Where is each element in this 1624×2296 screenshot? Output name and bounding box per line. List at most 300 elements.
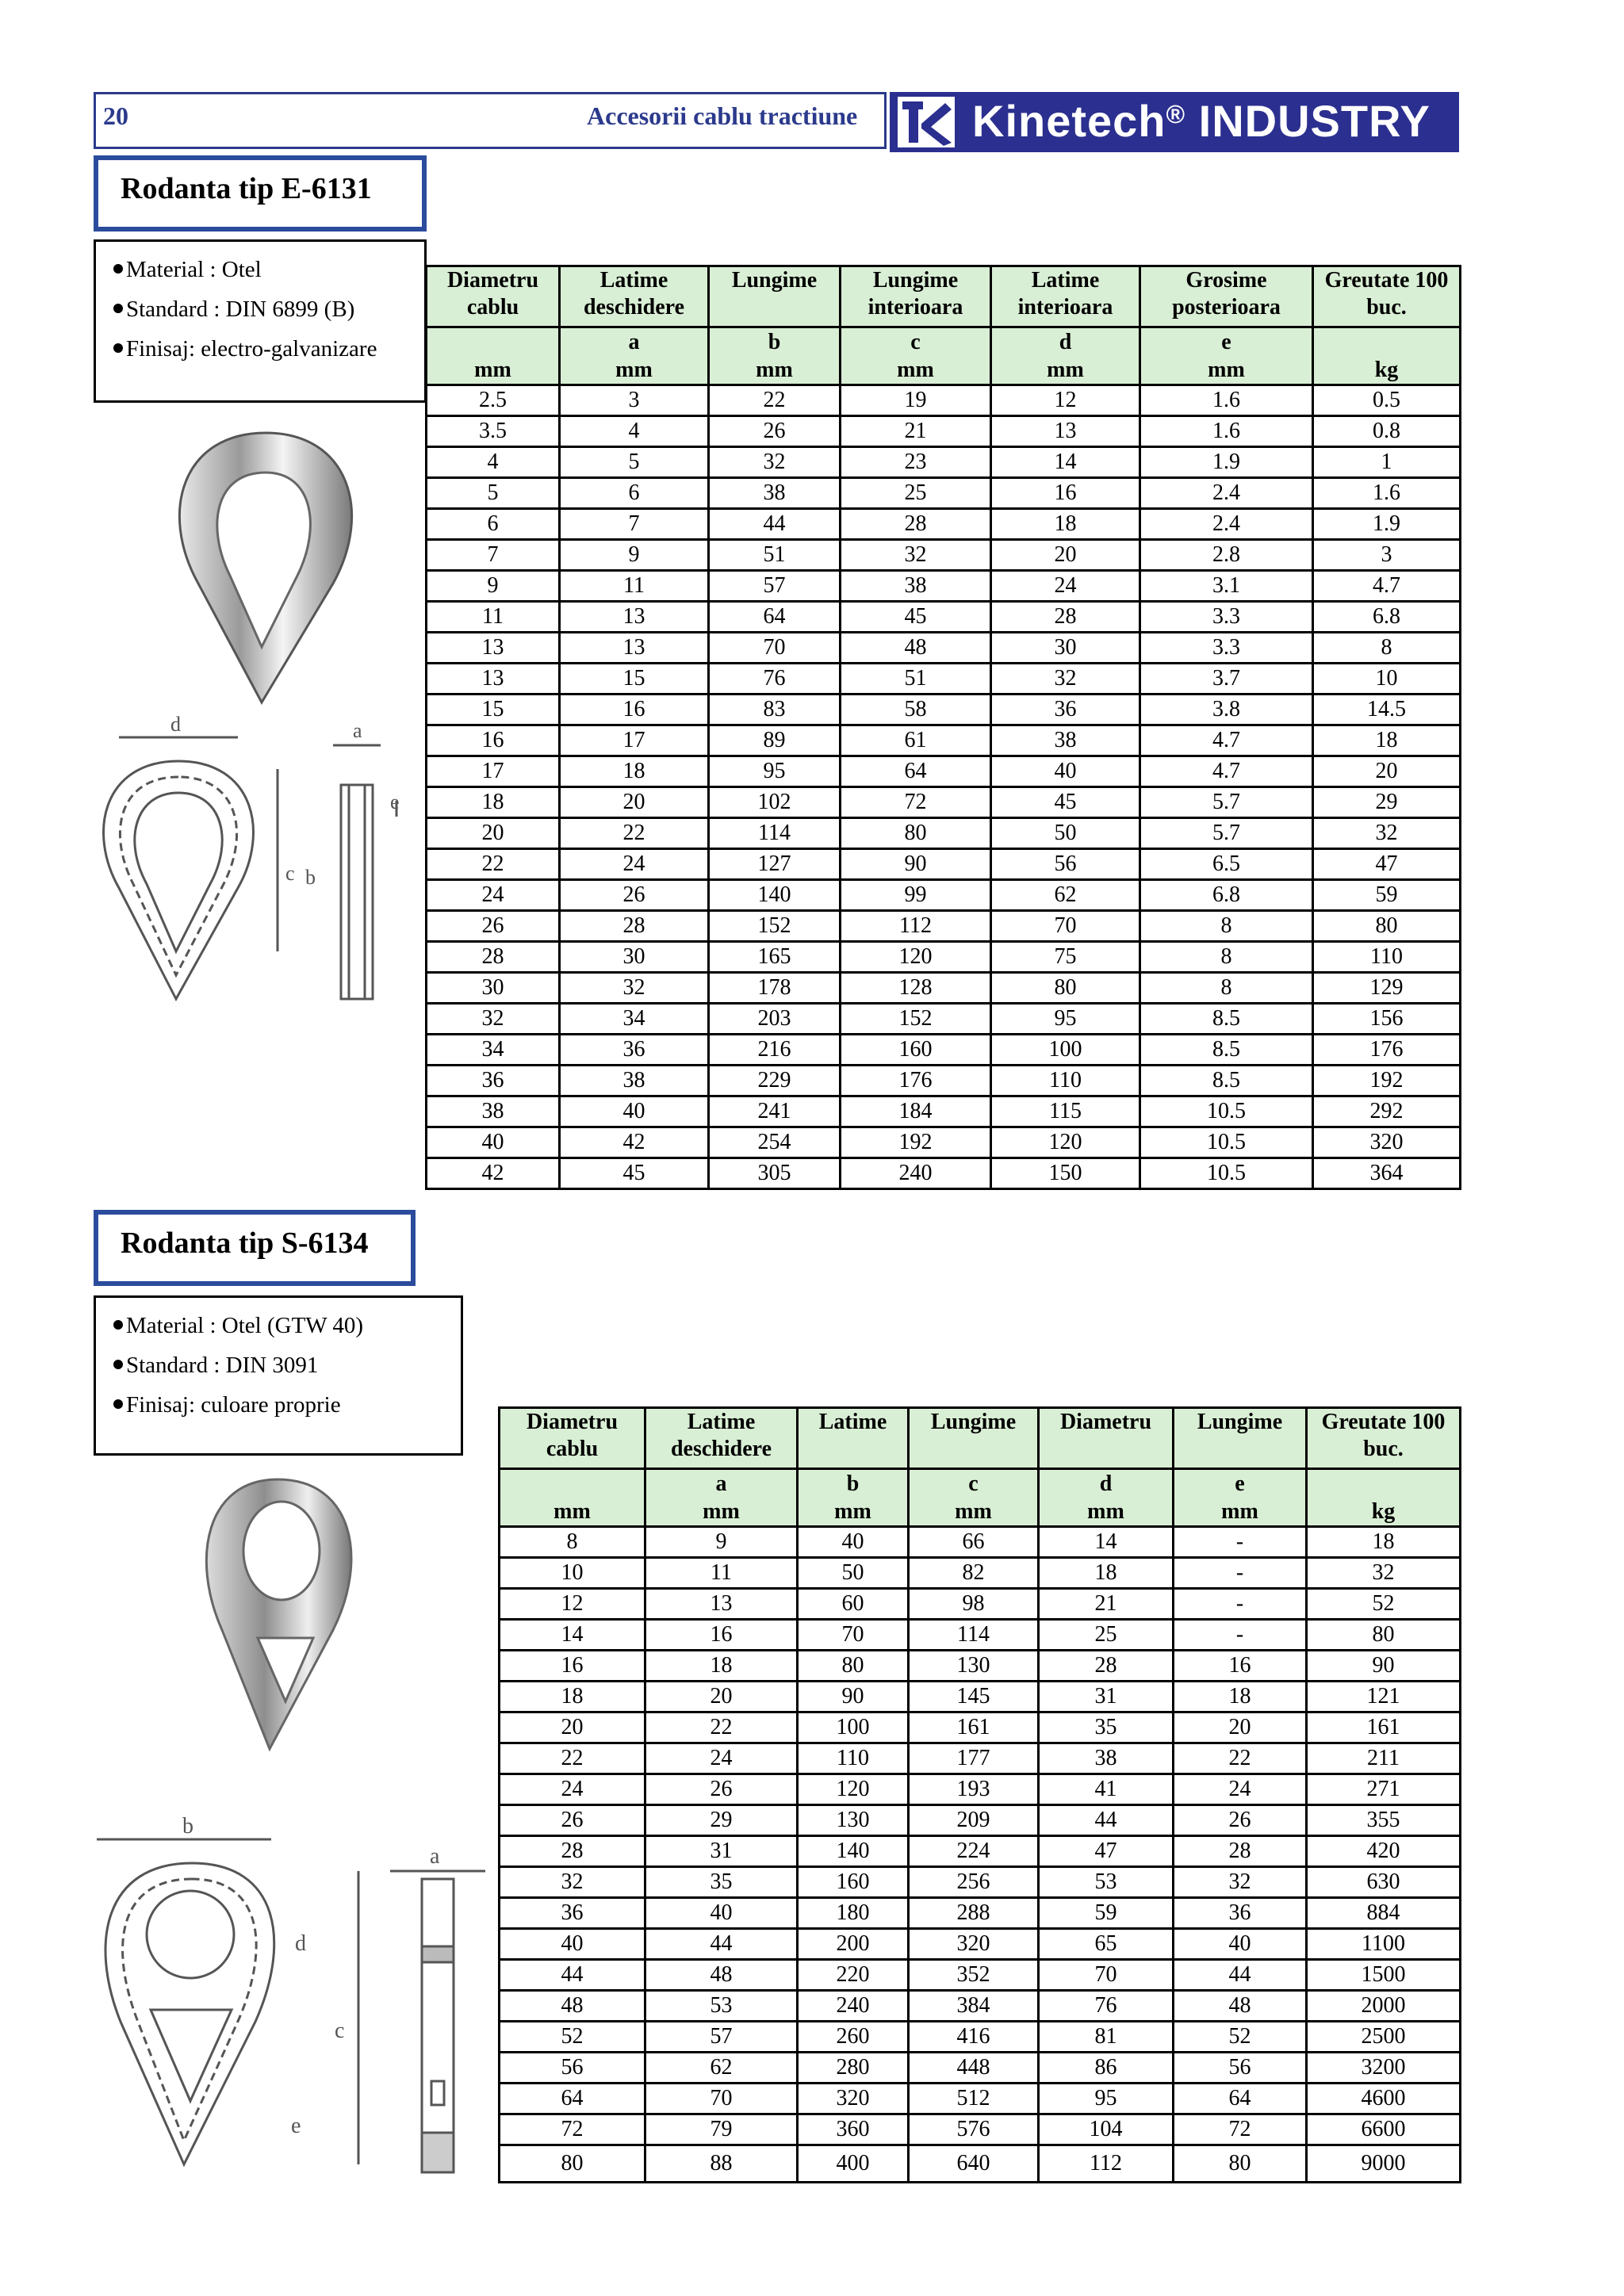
table-row bbox=[500, 2084, 1461, 2114]
table-cell: 22 bbox=[427, 849, 560, 880]
header-cell: kg bbox=[1307, 1498, 1461, 1527]
dim-label-e: e bbox=[390, 790, 400, 813]
table-cell: 11 bbox=[427, 602, 560, 633]
header-cell: Lungime interioara bbox=[841, 266, 991, 327]
table-row bbox=[427, 664, 1461, 695]
table-cell: 130 bbox=[909, 1651, 1039, 1682]
dim-label-c: c bbox=[285, 862, 295, 885]
table-cell: 22 bbox=[1174, 1743, 1307, 1774]
header-cell: mm bbox=[1174, 1498, 1307, 1527]
table-cell: 2.4 bbox=[1140, 478, 1313, 509]
table-cell: 24 bbox=[645, 1743, 798, 1774]
table-cell: 216 bbox=[709, 1035, 841, 1066]
table-cell: 512 bbox=[909, 2084, 1039, 2114]
table-cell: 104 bbox=[1039, 2114, 1174, 2145]
table-cell: 21 bbox=[1039, 1589, 1174, 1620]
table-cell: 36 bbox=[560, 1035, 709, 1066]
table-cell: 240 bbox=[798, 1991, 909, 2022]
table-cell: 32 bbox=[1313, 818, 1461, 849]
table-cell: 36 bbox=[1174, 1898, 1307, 1929]
table-cell: 176 bbox=[841, 1066, 991, 1096]
table-cell: 3.1 bbox=[1140, 571, 1313, 602]
table-cell: 40 bbox=[1174, 1929, 1307, 1960]
table-cell: 320 bbox=[798, 2084, 909, 2114]
table-cell: 76 bbox=[1039, 1991, 1174, 2022]
table-cell: 32 bbox=[841, 540, 991, 571]
spec-text: Material : Otel bbox=[126, 257, 262, 282]
table-cell: 150 bbox=[991, 1158, 1140, 1189]
table-row bbox=[427, 942, 1461, 973]
table-cell: 20 bbox=[1174, 1712, 1307, 1743]
table-cell: 61 bbox=[841, 725, 991, 756]
table-cell: 40 bbox=[560, 1096, 709, 1127]
header-cell: c bbox=[909, 1469, 1039, 1499]
header-cell: mm bbox=[709, 357, 841, 385]
table-row bbox=[500, 1867, 1461, 1898]
header-cell: mm bbox=[560, 357, 709, 385]
table-row bbox=[427, 787, 1461, 818]
table-cell: 9 bbox=[560, 540, 709, 571]
table-cell: 80 bbox=[1307, 1620, 1461, 1651]
table-cell: 48 bbox=[1174, 1991, 1307, 2022]
brand-name-text: Kinetech bbox=[972, 96, 1166, 146]
table-cell: 161 bbox=[909, 1712, 1039, 1743]
table-cell: 320 bbox=[909, 1929, 1039, 1960]
table-cell: 16 bbox=[500, 1651, 645, 1682]
brand-name bbox=[972, 95, 1431, 147]
header-cell: Latime bbox=[798, 1408, 909, 1469]
kinetech-logo-icon bbox=[898, 97, 955, 147]
table-cell: 76 bbox=[709, 664, 841, 695]
table-cell: 1500 bbox=[1307, 1960, 1461, 1991]
table-cell: 70 bbox=[798, 1620, 909, 1651]
table-cell: 13 bbox=[560, 602, 709, 633]
table-cell: 45 bbox=[560, 1158, 709, 1189]
table-cell: 56 bbox=[500, 2053, 645, 2084]
table-cell: 12 bbox=[991, 385, 1140, 416]
table-cell: 48 bbox=[841, 633, 991, 664]
table-cell: 72 bbox=[1174, 2114, 1307, 2145]
table-cell: 121 bbox=[1307, 1682, 1461, 1712]
table-cell: 209 bbox=[909, 1805, 1039, 1836]
table-cell: 3.5 bbox=[427, 416, 560, 447]
table-cell: 18 bbox=[1039, 1558, 1174, 1589]
header-cell: Lungime bbox=[1174, 1408, 1307, 1469]
table-cell: 3 bbox=[1313, 540, 1461, 571]
table-row bbox=[500, 1898, 1461, 1929]
table-row bbox=[500, 1558, 1461, 1589]
table-cell: 630 bbox=[1307, 1867, 1461, 1898]
table-cell: 62 bbox=[645, 2053, 798, 2084]
table-cell: 21 bbox=[841, 416, 991, 447]
table-cell: 16 bbox=[991, 478, 1140, 509]
table-cell: 180 bbox=[798, 1898, 909, 1929]
table-cell: 14 bbox=[991, 447, 1140, 478]
header-cell: Latime deschidere bbox=[645, 1408, 798, 1469]
table-cell: 110 bbox=[1313, 942, 1461, 973]
table-cell: 28 bbox=[991, 602, 1140, 633]
table-cell: 4 bbox=[427, 447, 560, 478]
header-cell: b bbox=[709, 327, 841, 358]
table-cell: 8 bbox=[1140, 942, 1313, 973]
table-row bbox=[427, 695, 1461, 725]
table-cell: 11 bbox=[645, 1558, 798, 1589]
table-cell: 90 bbox=[798, 1682, 909, 1712]
table-cell: 114 bbox=[909, 1620, 1039, 1651]
table-cell: 288 bbox=[909, 1898, 1039, 1929]
table-row bbox=[427, 385, 1461, 416]
table-cell: 38 bbox=[1039, 1743, 1174, 1774]
table-cell: 24 bbox=[1174, 1774, 1307, 1805]
table-cell: 8.5 bbox=[1140, 1035, 1313, 1066]
table-cell: 80 bbox=[1313, 911, 1461, 942]
table-cell: 51 bbox=[841, 664, 991, 695]
table-cell: 23 bbox=[841, 447, 991, 478]
header-row-units bbox=[427, 357, 1461, 385]
table-cell: 32 bbox=[709, 447, 841, 478]
spec-material bbox=[113, 1306, 461, 1345]
table-cell: 260 bbox=[798, 2022, 909, 2053]
product-title-s6134: Rodanta tip S-6134 bbox=[94, 1210, 416, 1286]
table-cell: 7 bbox=[560, 509, 709, 540]
table-row bbox=[427, 416, 1461, 447]
header-cell: kg bbox=[1313, 357, 1461, 385]
table-cell: 44 bbox=[1039, 1805, 1174, 1836]
table-cell: 160 bbox=[798, 1867, 909, 1898]
dimensions-table-e6131 bbox=[425, 265, 1461, 1190]
table-cell: 280 bbox=[798, 2053, 909, 2084]
table-cell: 36 bbox=[500, 1898, 645, 1929]
table-cell: 50 bbox=[798, 1558, 909, 1589]
table-cell: 35 bbox=[1039, 1712, 1174, 1743]
table-cell: 44 bbox=[709, 509, 841, 540]
table-cell: 31 bbox=[645, 1836, 798, 1867]
table-cell: 47 bbox=[1313, 849, 1461, 880]
bullet-icon bbox=[113, 264, 123, 274]
table-cell: 48 bbox=[645, 1960, 798, 1991]
table-cell: 82 bbox=[909, 1558, 1039, 1589]
table-cell: 184 bbox=[841, 1096, 991, 1127]
table-cell: 9000 bbox=[1307, 2145, 1461, 2183]
spec-material bbox=[113, 250, 424, 289]
table-cell: 292 bbox=[1313, 1096, 1461, 1127]
bullet-icon bbox=[113, 304, 123, 313]
table-cell: 60 bbox=[798, 1589, 909, 1620]
table-cell: 110 bbox=[991, 1066, 1140, 1096]
table-cell: 1.6 bbox=[1140, 416, 1313, 447]
table-cell: 40 bbox=[798, 1527, 909, 1558]
table-row bbox=[427, 1096, 1461, 1127]
table-row bbox=[427, 1066, 1461, 1096]
table-cell: 62 bbox=[991, 880, 1140, 911]
table-cell: 161 bbox=[1307, 1712, 1461, 1743]
table-cell: 200 bbox=[798, 1929, 909, 1960]
spec-finish bbox=[113, 1385, 461, 1425]
table-cell: 64 bbox=[500, 2084, 645, 2114]
product-specs-e6131 bbox=[94, 239, 427, 403]
spec-text: Standard : DIN 3091 bbox=[126, 1353, 319, 1378]
table-cell: 45 bbox=[991, 787, 1140, 818]
table-cell: 22 bbox=[709, 385, 841, 416]
table-cell: 1 bbox=[1313, 447, 1461, 478]
table-cell: 3.3 bbox=[1140, 633, 1313, 664]
table-cell: 6.8 bbox=[1140, 880, 1313, 911]
table-cell: 89 bbox=[709, 725, 841, 756]
header-cell bbox=[427, 327, 560, 358]
table-cell: 1100 bbox=[1307, 1929, 1461, 1960]
header-cell: mm bbox=[991, 357, 1140, 385]
table-cell: 95 bbox=[709, 756, 841, 787]
table-row bbox=[427, 849, 1461, 880]
table-cell: 2000 bbox=[1307, 1991, 1461, 2022]
table-cell: 38 bbox=[841, 571, 991, 602]
table-cell: 80 bbox=[798, 1651, 909, 1682]
product-specs-s6134 bbox=[94, 1295, 463, 1456]
table-cell: 86 bbox=[1039, 2053, 1174, 2084]
table-cell: 44 bbox=[645, 1929, 798, 1960]
table-cell: 6 bbox=[427, 509, 560, 540]
table-cell: 305 bbox=[709, 1158, 841, 1189]
table-cell: 18 bbox=[500, 1682, 645, 1712]
table-cell: 56 bbox=[991, 849, 1140, 880]
header-cell bbox=[1307, 1469, 1461, 1499]
table-cell: 29 bbox=[645, 1805, 798, 1836]
table-row bbox=[427, 478, 1461, 509]
table-cell: 114 bbox=[709, 818, 841, 849]
table-cell: 112 bbox=[841, 911, 991, 942]
dim-label-c: c bbox=[335, 2019, 345, 2043]
table-cell: 28 bbox=[1039, 1651, 1174, 1682]
header-cell: Diametru bbox=[1039, 1408, 1174, 1469]
header-cell: Greutate 100 buc. bbox=[1313, 266, 1461, 327]
table-cell: 70 bbox=[709, 633, 841, 664]
table-cell: 165 bbox=[709, 942, 841, 973]
table-cell: 448 bbox=[909, 2053, 1039, 2084]
header-cell: Diametru cablu bbox=[427, 266, 560, 327]
table-cell: 884 bbox=[1307, 1898, 1461, 1929]
table-cell: 2.5 bbox=[427, 385, 560, 416]
header-row-units bbox=[500, 1498, 1461, 1527]
table-cell: 17 bbox=[427, 756, 560, 787]
header-cell: Diametru cablu bbox=[500, 1408, 645, 1469]
table-cell: 13 bbox=[427, 633, 560, 664]
table-cell: 53 bbox=[1039, 1867, 1174, 1898]
table-cell: 100 bbox=[991, 1035, 1140, 1066]
table-cell: 152 bbox=[709, 911, 841, 942]
table-cell: 22 bbox=[560, 818, 709, 849]
table-cell: 355 bbox=[1307, 1805, 1461, 1836]
table-row bbox=[427, 571, 1461, 602]
table-cell: 3.7 bbox=[1140, 664, 1313, 695]
table-cell: 26 bbox=[427, 911, 560, 942]
table-cell: 241 bbox=[709, 1096, 841, 1127]
table-cell: 240 bbox=[841, 1158, 991, 1189]
table-row bbox=[500, 1589, 1461, 1620]
table-cell: 129 bbox=[1313, 973, 1461, 1004]
table-cell: 13 bbox=[645, 1589, 798, 1620]
header-row-labels bbox=[427, 266, 1461, 327]
header-cell: mm bbox=[427, 357, 560, 385]
table-cell: 38 bbox=[427, 1096, 560, 1127]
spec-text: Finisaj: culoare proprie bbox=[126, 1392, 341, 1418]
dim-label-b: b bbox=[182, 1816, 193, 1839]
table-cell: 20 bbox=[560, 787, 709, 818]
header-cell: Latime interioara bbox=[991, 266, 1140, 327]
table-cell: 83 bbox=[709, 695, 841, 725]
table-row bbox=[427, 447, 1461, 478]
table-cell: 26 bbox=[560, 880, 709, 911]
table-row bbox=[427, 1127, 1461, 1158]
product-title-e6131: Rodanta tip E-6131 bbox=[94, 155, 427, 232]
table-cell: 28 bbox=[560, 911, 709, 942]
table-row bbox=[500, 1712, 1461, 1743]
table-row bbox=[500, 1651, 1461, 1682]
thimble-s6134-photo bbox=[182, 1471, 373, 1757]
table-cell: 0.8 bbox=[1313, 416, 1461, 447]
table-cell: 72 bbox=[841, 787, 991, 818]
header-cell: mm bbox=[909, 1498, 1039, 1527]
header-cell: mm bbox=[1039, 1498, 1174, 1527]
table-cell: 75 bbox=[991, 942, 1140, 973]
header-cell: a bbox=[560, 327, 709, 358]
table-cell: 30 bbox=[427, 973, 560, 1004]
table-cell: 14 bbox=[1039, 1527, 1174, 1558]
table-row bbox=[500, 1743, 1461, 1774]
header-cell: mm bbox=[841, 357, 991, 385]
table-cell: 36 bbox=[991, 695, 1140, 725]
table-cell: 90 bbox=[841, 849, 991, 880]
dim-label-b: b bbox=[305, 866, 316, 889]
table-cell: 102 bbox=[709, 787, 841, 818]
dim-label-d: d bbox=[295, 1931, 306, 1956]
table-cell: 50 bbox=[991, 818, 1140, 849]
table-cell: 254 bbox=[709, 1127, 841, 1158]
table-row bbox=[427, 1035, 1461, 1066]
table-cell: 24 bbox=[560, 849, 709, 880]
table-cell: 25 bbox=[1039, 1620, 1174, 1651]
table-cell: 30 bbox=[560, 942, 709, 973]
page-number: 20 bbox=[103, 101, 128, 130]
table-cell: 20 bbox=[500, 1712, 645, 1743]
table-cell: 38 bbox=[709, 478, 841, 509]
table-cell: 8.5 bbox=[1140, 1066, 1313, 1096]
table-cell: 7 bbox=[427, 540, 560, 571]
table-cell: 57 bbox=[645, 2022, 798, 2053]
table-row bbox=[427, 880, 1461, 911]
table-cell: 3.3 bbox=[1140, 602, 1313, 633]
header-cell: mm bbox=[500, 1498, 645, 1527]
table-cell: 32 bbox=[427, 1004, 560, 1035]
table-cell: 256 bbox=[909, 1867, 1039, 1898]
table-cell: 9 bbox=[645, 1527, 798, 1558]
spec-finish bbox=[113, 329, 424, 369]
table-cell: 26 bbox=[500, 1805, 645, 1836]
table-cell: 110 bbox=[798, 1743, 909, 1774]
header-cell: e bbox=[1174, 1469, 1307, 1499]
table-cell: 16 bbox=[1174, 1651, 1307, 1682]
table-cell: 57 bbox=[709, 571, 841, 602]
table-cell: 64 bbox=[841, 756, 991, 787]
table-cell: 36 bbox=[427, 1066, 560, 1096]
table-cell: 40 bbox=[427, 1127, 560, 1158]
table-row bbox=[427, 1004, 1461, 1035]
table-cell: 40 bbox=[645, 1898, 798, 1929]
table-cell: 28 bbox=[1174, 1836, 1307, 1867]
table-cell: 2.4 bbox=[1140, 509, 1313, 540]
spec-text: Standard : DIN 6899 (B) bbox=[126, 297, 355, 322]
table-cell: 28 bbox=[500, 1836, 645, 1867]
table-cell: 6 bbox=[560, 478, 709, 509]
table-cell: 26 bbox=[645, 1774, 798, 1805]
table-cell: 576 bbox=[909, 2114, 1039, 2145]
table-cell: 420 bbox=[1307, 1836, 1461, 1867]
table-cell: 98 bbox=[909, 1589, 1039, 1620]
table-cell: 156 bbox=[1313, 1004, 1461, 1035]
thimble-s6134-technical-drawing bbox=[89, 1816, 485, 2188]
table-cell: 44 bbox=[1174, 1960, 1307, 1991]
header-cell: b bbox=[798, 1469, 909, 1499]
bullet-icon bbox=[113, 1320, 123, 1330]
table-cell: 320 bbox=[1313, 1127, 1461, 1158]
table-cell: 160 bbox=[841, 1035, 991, 1066]
table-cell: 193 bbox=[909, 1774, 1039, 1805]
table-cell: 8 bbox=[1313, 633, 1461, 664]
header-cell: mm bbox=[798, 1498, 909, 1527]
table-cell: 45 bbox=[841, 602, 991, 633]
table-row bbox=[500, 2145, 1461, 2183]
table-cell: - bbox=[1174, 1558, 1307, 1589]
table-cell: 8.5 bbox=[1140, 1004, 1313, 1035]
table-cell: 14 bbox=[500, 1620, 645, 1651]
table-row bbox=[427, 911, 1461, 942]
bullet-icon bbox=[113, 1360, 123, 1369]
table-cell: 24 bbox=[500, 1774, 645, 1805]
table-cell: 9 bbox=[427, 571, 560, 602]
table-cell: 20 bbox=[1313, 756, 1461, 787]
table-cell: 8 bbox=[1140, 973, 1313, 1004]
table-cell: - bbox=[1174, 1620, 1307, 1651]
dim-label-a: a bbox=[430, 1844, 440, 1869]
table-row bbox=[500, 1620, 1461, 1651]
table-cell: 18 bbox=[1307, 1527, 1461, 1558]
table-cell: 14.5 bbox=[1313, 695, 1461, 725]
table-cell: 56 bbox=[1174, 2053, 1307, 2084]
table-cell: 5 bbox=[560, 447, 709, 478]
bullet-icon bbox=[113, 1399, 123, 1409]
header-cell: Lungime bbox=[709, 266, 841, 327]
table-cell: 20 bbox=[427, 818, 560, 849]
table-row bbox=[500, 2053, 1461, 2084]
table-cell: 100 bbox=[798, 1712, 909, 1743]
table-cell: 4.7 bbox=[1313, 571, 1461, 602]
header-cell: a bbox=[645, 1469, 798, 1499]
table-cell: 145 bbox=[909, 1682, 1039, 1712]
table-cell: 19 bbox=[841, 385, 991, 416]
table-row bbox=[427, 602, 1461, 633]
table-cell: 24 bbox=[427, 880, 560, 911]
table-cell: 59 bbox=[1039, 1898, 1174, 1929]
table-cell: 18 bbox=[1174, 1682, 1307, 1712]
table-row bbox=[427, 633, 1461, 664]
registered-mark: ® bbox=[1166, 100, 1186, 128]
header-cell: Greutate 100 buc. bbox=[1307, 1408, 1461, 1469]
table-cell: 364 bbox=[1313, 1158, 1461, 1189]
table-cell: 35 bbox=[645, 1867, 798, 1898]
table-cell: 53 bbox=[645, 1991, 798, 2022]
table-cell: 18 bbox=[991, 509, 1140, 540]
table-cell: 4.7 bbox=[1140, 725, 1313, 756]
table-cell: 20 bbox=[991, 540, 1140, 571]
